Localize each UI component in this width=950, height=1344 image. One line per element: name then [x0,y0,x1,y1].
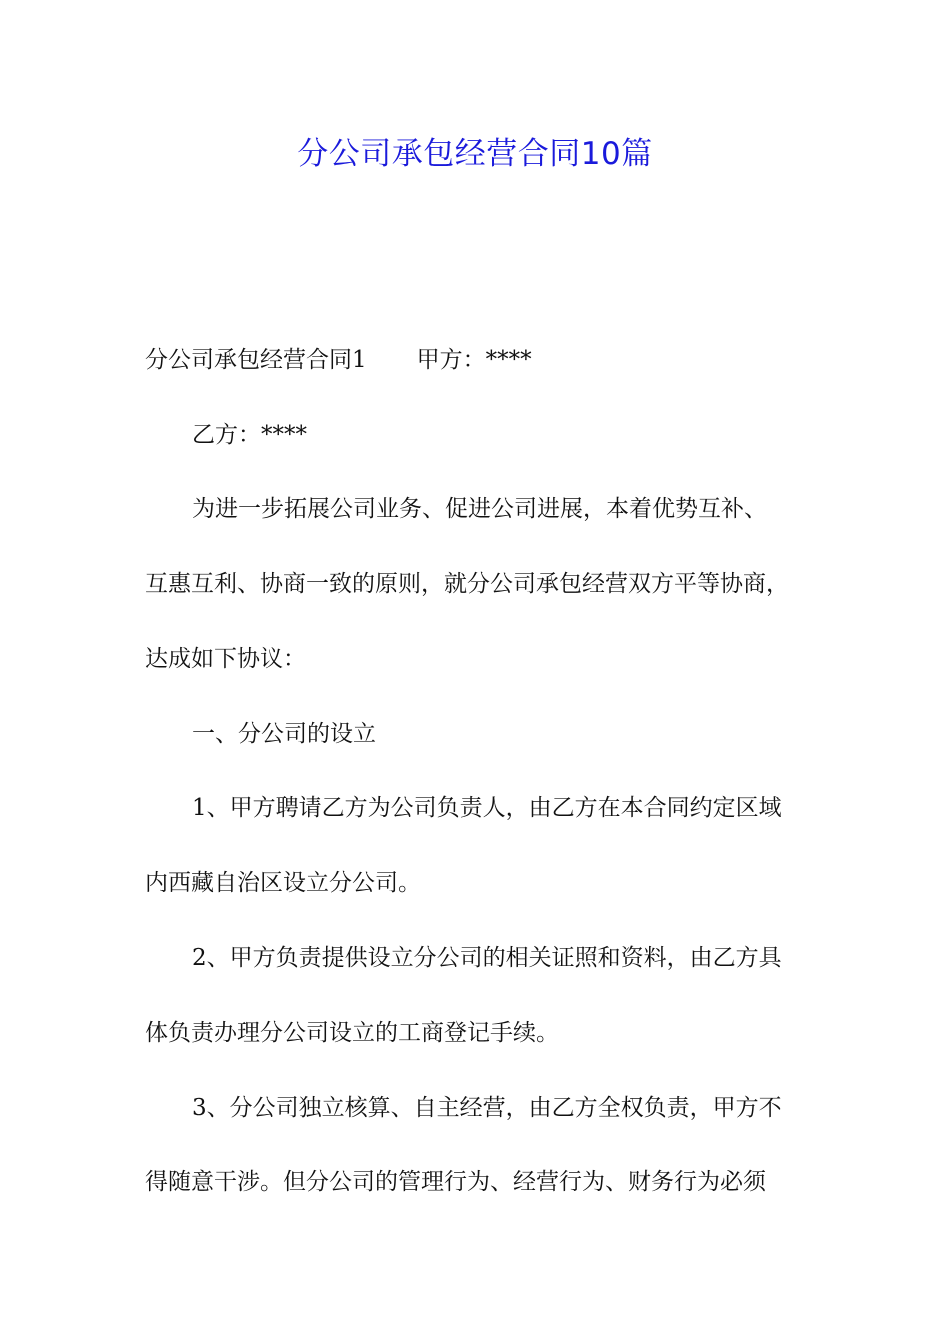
party-a: 甲方：**** [416,347,532,373]
clause-line: 1、甲方聘请乙方为公司负责人，由乙方在本合同约定区域 [192,795,782,821]
clause-line: 2、甲方负责提供设立分公司的相关证照和资料，由乙方具 [192,945,782,971]
document-title: 分公司承包经营合同10篇 [297,136,653,172]
clause-line: 体负责办理分公司设立的工商登记手续。 [145,1020,559,1046]
contract-heading-line [145,342,835,378]
section-heading: 一、分公司的设立 [192,721,376,747]
clause-line: 3、分公司独立核算、自主经营，由乙方全权负责，甲方不 [192,1095,782,1121]
paragraph-line: 为进一步拓展公司业务、促进公司进展，本着优势互补、 [192,496,767,522]
paragraph-line: 互惠互利、协商一致的原则，就分公司承包经营双方平等协商， [145,571,789,597]
contract-subtitle: 分公司承包经营合同1 [145,347,367,373]
clause-line: 内西藏自治区设立分公司。 [145,870,421,896]
clause-line: 得随意干涉。但分公司的管理行为、经营行为、财务行为必须 [145,1169,766,1195]
party-b: 乙方：**** [192,422,307,448]
paragraph-line: 达成如下协议： [145,646,306,672]
